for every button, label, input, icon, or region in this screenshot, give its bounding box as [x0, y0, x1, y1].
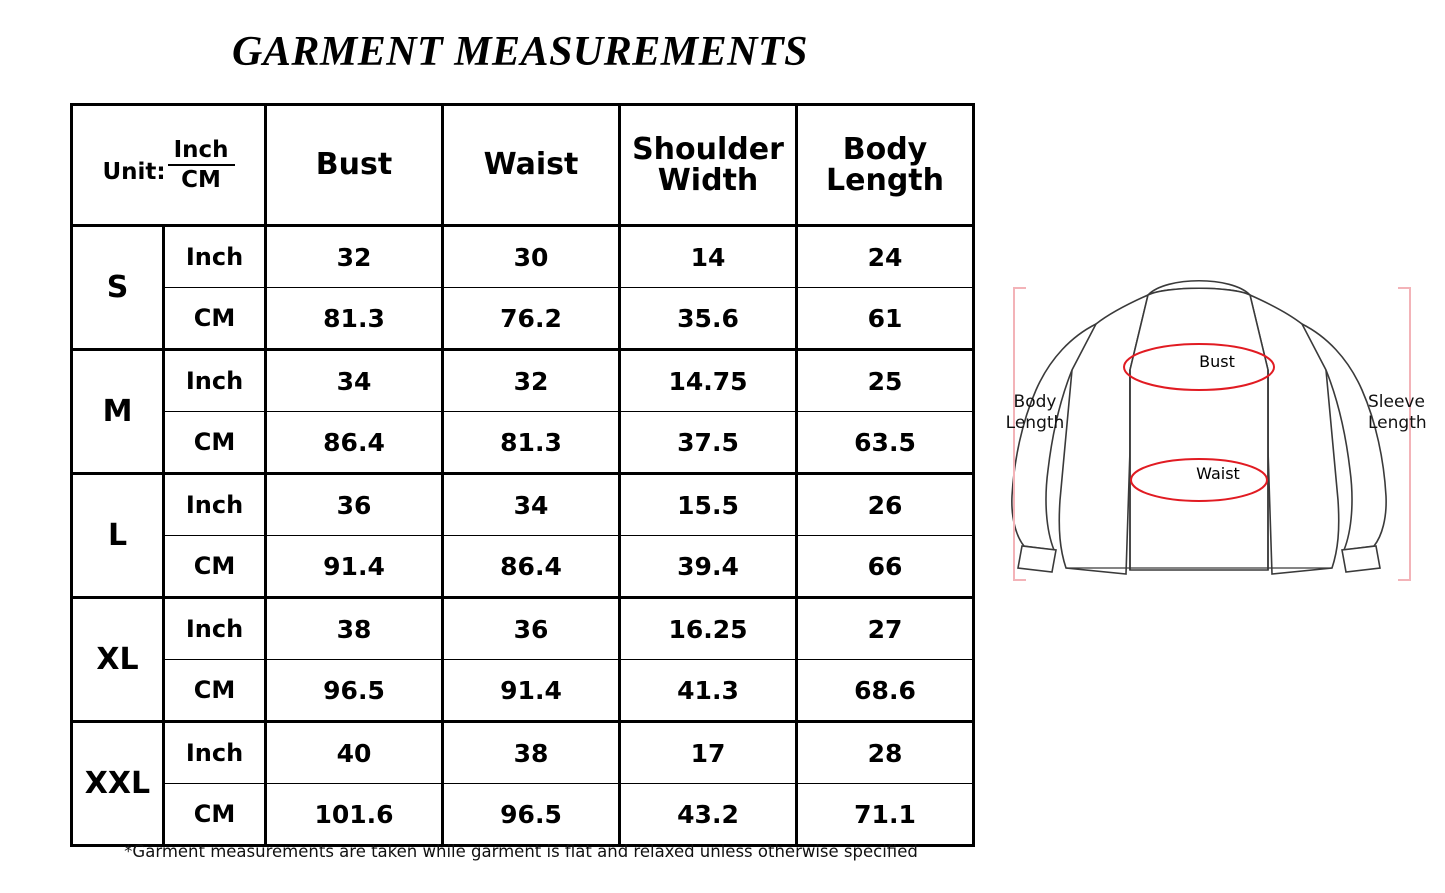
column-header-bust: Bust — [266, 105, 443, 226]
unit-header-cell — [72, 105, 266, 226]
unit-fraction-numerator: Inch — [168, 137, 235, 166]
page-title: GARMENT MEASUREMENTS — [232, 29, 808, 75]
table-row — [72, 288, 974, 350]
cell-s-cm-length: 61 — [797, 288, 974, 350]
size-label-l: L — [72, 474, 164, 598]
cell-m-inch-waist: 32 — [443, 350, 620, 412]
table-row — [72, 350, 974, 412]
size-table-container — [70, 103, 972, 847]
row-unit-cm: CM — [164, 288, 266, 350]
table-row — [72, 474, 974, 536]
cell-l-cm-bust: 91.4 — [266, 536, 443, 598]
sleeve-length-label — [1368, 392, 1445, 435]
sleeve-length-label-line2: Length — [1368, 413, 1427, 434]
body-length-label — [1000, 392, 1070, 435]
table-row — [72, 722, 974, 784]
table-row — [72, 226, 974, 288]
row-unit-cm: CM — [164, 660, 266, 722]
body-length-label-line1: Body — [1013, 392, 1057, 412]
size-label-m: M — [72, 350, 164, 474]
cell-s-cm-bust: 81.3 — [266, 288, 443, 350]
cell-l-inch-bust: 36 — [266, 474, 443, 536]
unit-fraction-denominator: CM — [181, 167, 221, 193]
cell-m-inch-shoulder: 14.75 — [620, 350, 797, 412]
size-label-xxl: XXL — [72, 722, 164, 846]
cell-xl-cm-bust: 96.5 — [266, 660, 443, 722]
cell-m-cm-length: 63.5 — [797, 412, 974, 474]
cell-xxl-inch-waist: 38 — [443, 722, 620, 784]
cell-l-cm-waist: 86.4 — [443, 536, 620, 598]
cell-l-inch-shoulder: 15.5 — [620, 474, 797, 536]
column-header-body-length: Body Length — [797, 105, 974, 226]
waist-label: Waist — [1196, 464, 1240, 483]
row-unit-inch: Inch — [164, 722, 266, 784]
cell-xl-inch-waist: 36 — [443, 598, 620, 660]
body-length-label-line2: Length — [1005, 413, 1065, 434]
cell-s-inch-length: 24 — [797, 226, 974, 288]
cell-xxl-inch-length: 28 — [797, 722, 974, 784]
table-row — [72, 660, 974, 722]
table-row — [72, 536, 974, 598]
table-header-row — [72, 105, 974, 226]
cell-xxl-cm-waist: 96.5 — [443, 784, 620, 846]
cell-s-cm-waist: 76.2 — [443, 288, 620, 350]
unit-header-label: Unit: — [102, 158, 166, 185]
garment-measurements-table — [70, 103, 975, 847]
table-header — [72, 105, 974, 226]
cell-l-inch-length: 26 — [797, 474, 974, 536]
cell-s-inch-waist: 30 — [443, 226, 620, 288]
size-label-xl: XL — [72, 598, 164, 722]
cell-xxl-inch-bust: 40 — [266, 722, 443, 784]
row-unit-inch: Inch — [164, 226, 266, 288]
row-unit-inch: Inch — [164, 598, 266, 660]
cell-s-cm-shoulder: 35.6 — [620, 288, 797, 350]
cell-s-inch-bust: 32 — [266, 226, 443, 288]
cell-m-cm-shoulder: 37.5 — [620, 412, 797, 474]
cell-m-cm-bust: 86.4 — [266, 412, 443, 474]
table-row — [72, 598, 974, 660]
cell-xl-cm-length: 68.6 — [797, 660, 974, 722]
table-row — [72, 784, 974, 846]
cell-l-cm-length: 66 — [797, 536, 974, 598]
cell-m-inch-length: 25 — [797, 350, 974, 412]
cell-l-inch-waist: 34 — [443, 474, 620, 536]
column-header-waist: Waist — [443, 105, 620, 226]
cell-l-cm-shoulder: 39.4 — [620, 536, 797, 598]
bust-label: Bust — [1199, 352, 1235, 371]
cell-xl-inch-bust: 38 — [266, 598, 443, 660]
row-unit-cm: CM — [164, 536, 266, 598]
cell-s-inch-shoulder: 14 — [620, 226, 797, 288]
size-label-s: S — [72, 226, 164, 350]
column-header-shoulder-width: Shoulder Width — [620, 105, 797, 226]
sleeve-length-label-line1: Sleeve — [1368, 392, 1425, 412]
cell-xxl-cm-shoulder: 43.2 — [620, 784, 797, 846]
cell-xl-inch-shoulder: 16.25 — [620, 598, 797, 660]
row-unit-cm: CM — [164, 784, 266, 846]
cell-xxl-inch-shoulder: 17 — [620, 722, 797, 784]
footnote: *Garment measurements are taken while garment is flat and relaxed unless otherwise specified — [124, 842, 918, 861]
cell-xl-inch-length: 27 — [797, 598, 974, 660]
row-unit-inch: Inch — [164, 350, 266, 412]
cell-m-cm-waist: 81.3 — [443, 412, 620, 474]
cell-xxl-cm-bust: 101.6 — [266, 784, 443, 846]
cell-m-inch-bust: 34 — [266, 350, 443, 412]
cell-xl-cm-waist: 91.4 — [443, 660, 620, 722]
cell-xl-cm-shoulder: 41.3 — [620, 660, 797, 722]
table-body — [72, 226, 974, 846]
row-unit-inch: Inch — [164, 474, 266, 536]
cell-xxl-cm-length: 71.1 — [797, 784, 974, 846]
table-row — [72, 412, 974, 474]
unit-fraction — [168, 137, 235, 194]
row-unit-cm: CM — [164, 412, 266, 474]
